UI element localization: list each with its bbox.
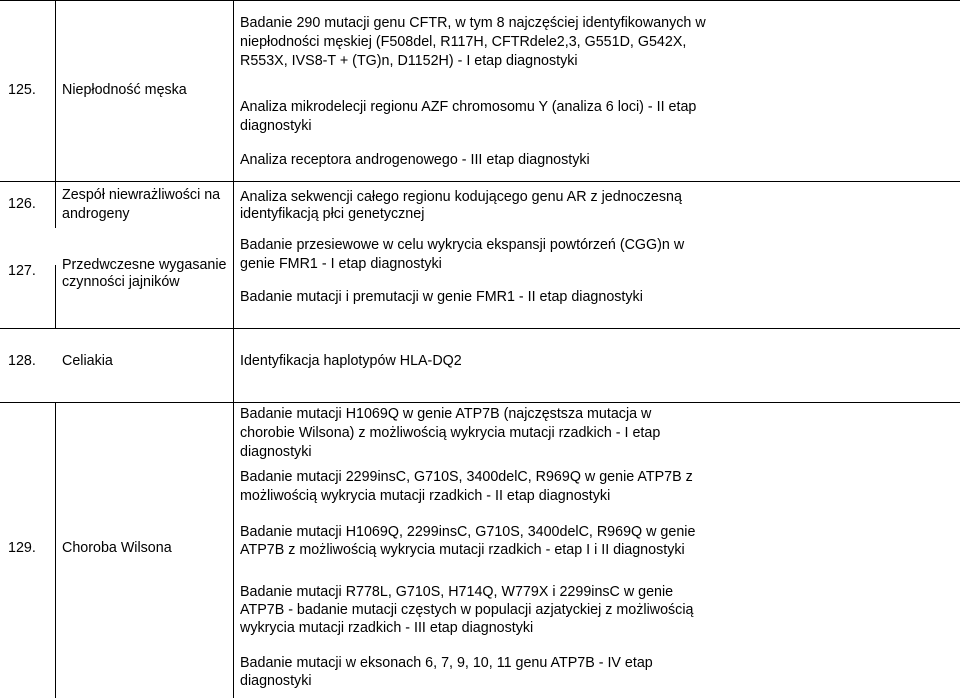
test-line: Analiza receptora androgenowego - III etap diagnostyki xyxy=(240,152,590,168)
disease-name: Zespół niewrażliwości na xyxy=(62,187,221,203)
test-line: diagnostyki xyxy=(240,444,312,460)
row-divider-125-126 xyxy=(0,181,960,182)
disease-name: Przedwczesne wygasanie xyxy=(62,257,227,273)
table-top-border xyxy=(0,0,960,1)
row-number: 128. xyxy=(8,353,36,369)
test-line: Identyfikacja haplotypów HLA-DQ2 xyxy=(240,353,462,369)
test-line: identyfikacją płci genetycznej xyxy=(240,206,425,222)
test-line: chorobie Wilsona) z możliwością wykrycia mutacji rzadkich - I etap xyxy=(240,425,661,441)
test-line: Badanie mutacji w eksonach 6, 7, 9, 10, 11 genu ATP7B - IV etap xyxy=(240,655,653,671)
disease-name: czynności jajników xyxy=(62,274,180,290)
test-line: Analiza sekwencji całego regionu kodującego genu AR z jednoczesną xyxy=(240,189,682,205)
test-line: Badanie mutacji i premutacji w genie FMR1 - II etap diagnostyki xyxy=(240,289,643,305)
test-line: Analiza mikrodelecji regionu AZF chromosomu Y (analiza 6 loci) - II etap xyxy=(240,99,697,115)
disease-name: Choroba Wilsona xyxy=(62,540,172,556)
col-divider-1 xyxy=(55,265,56,328)
test-line: ATP7B z możliwością wykrycia mutacji rzadkich - etap I i II diagnostyki xyxy=(240,542,685,558)
test-line: możliwością wykrycia mutacji rzadkich - II etap diagnostyki xyxy=(240,488,611,504)
test-line: diagnostyki xyxy=(240,673,312,689)
test-line: Badanie mutacji 2299insC, G710S, 3400delC, R969Q w genie ATP7B z xyxy=(240,469,693,485)
disease-name: Niepłodność męska xyxy=(62,82,187,98)
row-number: 129. xyxy=(8,540,36,556)
test-line: niepłodności męskiej (F508del, R117H, CFTRdele2,3, G551D, G542X, xyxy=(240,34,687,50)
disease-name: androgeny xyxy=(62,206,130,222)
row-number: 125. xyxy=(8,82,36,98)
test-line: Badanie 290 mutacji genu CFTR, w tym 8 najczęściej identyfikowanych w xyxy=(240,15,706,31)
test-line: Badanie mutacji R778L, G710S, H714Q, W779X i 2299insC w genie xyxy=(240,584,674,600)
row-divider-127-128 xyxy=(0,328,960,329)
row-number: 127. xyxy=(8,263,36,279)
test-line: Badanie mutacji H1069Q w genie ATP7B (najczęstsza mutacja w xyxy=(240,406,652,422)
test-line: genie FMR1 - I etap diagnostyki xyxy=(240,256,442,272)
test-line: ATP7B - badanie mutacji częstych w populacji azjatyckiej z możliwością xyxy=(240,602,694,618)
test-line: Badanie przesiewowe w celu wykrycia ekspansji powtórzeń (CGG)n w xyxy=(240,237,685,253)
row-number: 126. xyxy=(8,196,36,212)
row-divider-128-129 xyxy=(0,402,960,403)
test-line: wykrycia mutacji rzadkich - III etap diagnostyki xyxy=(240,620,534,636)
col-divider-1 xyxy=(55,402,56,698)
test-line: diagnostyki xyxy=(240,118,312,134)
test-line: R553X, IVS8-T + (TG)n, D1152H) - I etap diagnostyki xyxy=(240,53,578,69)
test-line: Badanie mutacji H1069Q, 2299insC, G710S, 3400delC, R969Q w genie xyxy=(240,524,696,540)
col-divider-2 xyxy=(233,0,234,698)
col-divider-1 xyxy=(55,0,56,228)
disease-name: Celiakia xyxy=(62,353,113,369)
